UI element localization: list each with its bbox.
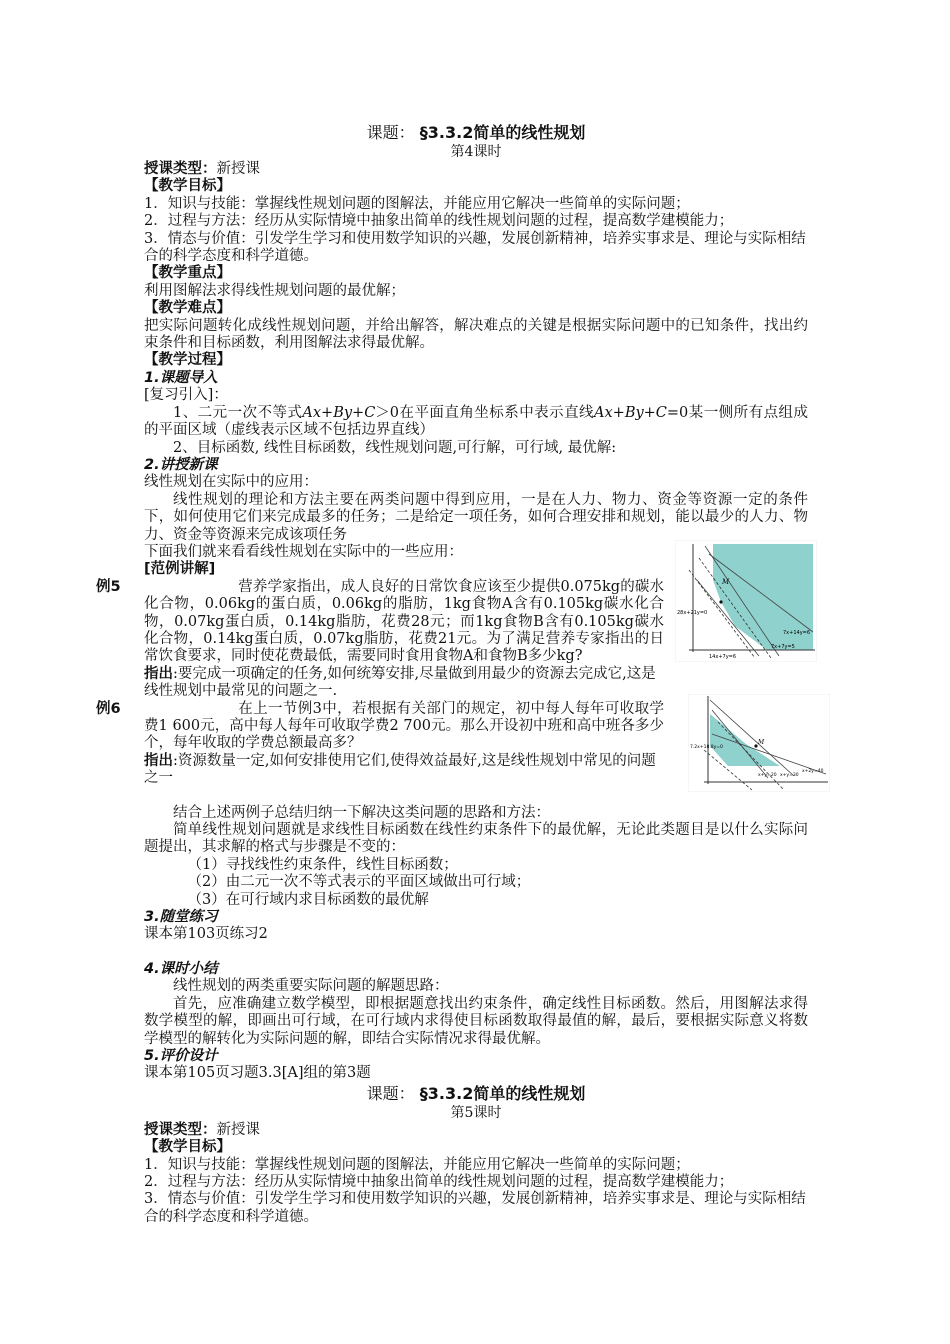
section-4-heading: 4.课时小结 [144, 960, 218, 977]
difficulty-heading: 【教学难点】 [144, 300, 231, 317]
fig1-label-m: M [722, 578, 730, 586]
goal-2: 2．过程与方法：经历从实际情境中抽象出简单的线性规划问题的过程，提高数学建模能力； [144, 213, 734, 230]
section-2-para-2: 下面我们就来看看线性规划在实际中的一些应用： [144, 543, 463, 560]
lesson5-type [144, 1122, 808, 1139]
example-5-note [144, 666, 664, 701]
review-1c: ＞0在平面直角坐标系中表示直线 [375, 404, 595, 421]
review-label: [复习引入]： [144, 387, 228, 404]
step-2: （2）由二元一次不等式表示的平面区域做出可行域； [187, 874, 531, 891]
note-label: 指出 [144, 752, 173, 769]
fig1-label-obj: 28x+21y=0 [677, 610, 708, 616]
section-3-heading: 3.随堂练习 [144, 909, 218, 926]
section-2-heading: 2.讲授新课 [144, 456, 218, 473]
section-4-para-2: 首先，应准确建立数学模型，即根据题意找出约束条件，确定线性目标函数。然后，用图解法求得数学模型的解，即画出可行域，在可行域内求得使目标函数取得最值的解，最后，要根据实际意义将数学模型的解转化为实际问题的解，即结合实际情况求得最优解。 [144, 995, 808, 1047]
title-main: §3.3.2简单的线性规划 [419, 123, 586, 142]
fig1-label-c3: 7x+7y=5 [771, 644, 795, 650]
lesson5-title [144, 1083, 808, 1105]
summary-2: 简单线性规划问题就是求线性目标函数在线性约束条件下的最优解，无论此类题目是以什么实际问题提出，其求解的格式与步骤是不变的： [144, 822, 808, 856]
fig2-label-c2: x+y=30 [780, 773, 799, 778]
focus-heading: 【教学重点】 [144, 265, 231, 282]
note-label: 指出 [144, 665, 173, 682]
section-4-para-1: 线性规划的两类重要实际问题的解题思路： [173, 978, 449, 995]
goal-1: 1．知识与技能：掌握线性规划问题的图解法，并能应用它解决一些简单的实际问题； [144, 195, 690, 212]
fig2-label-c1: x+y=20 [758, 773, 777, 778]
point-m [719, 600, 722, 603]
goal-3: 3．情态与价值：引发学生学习和使用数学知识的兴趣，发展创新精神，培养实事求是、理论与实际相结合的科学态度和科学道德。 [144, 230, 806, 265]
example-6 [96, 700, 664, 788]
document-body [96, 122, 811, 1226]
review-item-2: 2、目标函数, 线性目标函数，线性规划问题,可行解，可行域, 最优解: [173, 439, 617, 456]
goal-2: 2．过程与方法：经历从实际情境中抽象出简单的线性规划问题的过程，提高数学建模能力； [144, 1173, 734, 1190]
note-text: :要完成一项确定的任务,如何统筹安排,尽量做到用最少的资源去完成它,这是线性规划中最常见的问题之一. [144, 665, 656, 700]
note-text: :资源数量一定,如何安排使用它们,使得效益最好,这是线性规划中常见的问题之一 [144, 752, 656, 787]
section-2-intro: 线性规划在实际中的应用： [144, 474, 318, 491]
example-5-text: 营养学家指出，成人良好的日常饮食应该至少提供0.075kg的碳水化合物，0.06kg的蛋白质，0.06kg的脂肪，1kg食物A含有0.105kg碳水化合物，0.07kg蛋白质，0.14kg脂肪，花费28元；而1kg食物B含有0.105kg碳水化合物，0.14kg蛋白质，0.07kg脂肪，花费21元。为了满足营养专家指出的日常饮食要求，同时使花费最低，需要同时食用食物A和食物B多少kg? [144, 578, 664, 665]
review-1d: Ax+By+C [594, 404, 667, 421]
type-label: 授课类型： [144, 1121, 217, 1138]
fig1-label-c1: 14x+7y=6 [709, 654, 737, 660]
goal-3: 3．情态与价值：引发学生学习和使用数学知识的兴趣，发展创新精神，培养实事求是、理论与实际相结合的科学态度和科学道德。 [144, 1191, 806, 1225]
section-5-text: 课本第105页习题3.3[A]组的第3题 [144, 1065, 371, 1082]
section-1-heading: 1.课题导入 [144, 369, 218, 386]
goals-heading: 【教学目标】 [144, 1139, 231, 1156]
example-6-text: 在上一节例3中，若根据有关部门的规定，初中每人每年可收取学费1 600元，高中每人每年可收取学费2 700元。那么开设初中班和高中班各多少个，每年收取的学费总额最高多？ [144, 700, 664, 752]
lesson4-type [144, 161, 808, 178]
fig2-label-obj: 7.2x+18.8y=0 [690, 745, 723, 750]
process-heading: 【教学过程】 [144, 352, 231, 369]
step-1: （1）寻找线性约束条件，线性目标函数； [187, 856, 458, 873]
lesson4-period: 第4课时 [450, 144, 502, 160]
review-1a: 1、二元一次不等式 [173, 404, 303, 421]
fig2-label-m: M [758, 739, 765, 746]
fig2-label-c3: x+2y=40 [802, 769, 824, 774]
goal-1: 1．知识与技能：掌握线性规划问题的图解法，并能应用它解决一些简单的实际问题； [144, 1156, 690, 1173]
example-5 [96, 578, 664, 701]
type-value: 新授课 [216, 161, 260, 177]
difficulty-text: 把实际问题转化成线性规划问题，并给出解答，解决难点的关键是根据实际问题中的已知条件，找出约束条件和目标函数，利用图解法求得最优解。 [144, 317, 808, 352]
fig1-label-c2: 7x+14y=6 [783, 630, 811, 636]
goals-heading: 【教学目标】 [144, 178, 231, 195]
section-2-para-1: 线性规划的理论和方法主要在两类问题中得到应用，一是在人力、物力、资金等资源一定的条件下，如何使用它们来完成最多的任务；二是给定一项任务，如何合理安排和规划，能以最少的人力、物力、资金等资源来完成该项任务 [144, 491, 808, 543]
example-5-figure [675, 540, 817, 662]
type-label: 授课类型： [144, 161, 217, 177]
example-6-figure [688, 694, 830, 792]
step-3: （3）在可行域内求目标函数的最优解 [187, 891, 429, 908]
review-1e: =0某一侧所有点组成的平面区域（虚线表示区域不包括边界直线） [144, 404, 808, 439]
example-5-label: 例5 [96, 578, 121, 595]
examples-heading: [范例讲解] [144, 561, 216, 578]
type-value: 新授课 [216, 1121, 260, 1138]
title-prefix: 课题： [366, 123, 415, 142]
lesson5-period: 第5课时 [450, 1104, 502, 1121]
review-item-1 [144, 405, 808, 440]
title-main: §3.3.2简单的线性规划 [419, 1083, 586, 1103]
summary-1: 结合上述两例子总结归纳一下解决这类问题的思路和方法： [173, 804, 550, 821]
section-3-text: 课本第103页练习2 [144, 926, 268, 943]
review-1b: Ax+By+C [302, 404, 376, 421]
example-6-label: 例6 [96, 700, 121, 717]
section-5-heading: 5.评价设计 [144, 1047, 218, 1064]
focus-text: 利用图解法求得线性规划问题的最优解； [144, 282, 405, 299]
example-6-note [144, 753, 664, 788]
lesson4-title [144, 122, 808, 144]
title-prefix: 课题： [366, 1083, 415, 1103]
